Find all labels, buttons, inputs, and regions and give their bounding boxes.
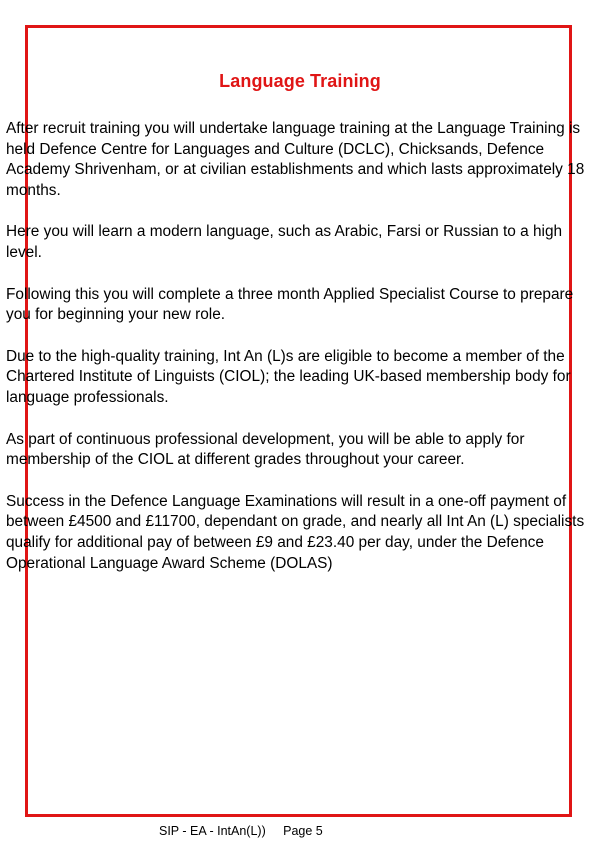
footer-page-number: Page 5 — [283, 824, 323, 838]
paragraph-ciol-membership: Due to the high-quality training, Int An (L)s are eligible to become a member of the Chartered Institute of Linguists (CIOL); the leading UK-based membership body for language professionals. — [6, 347, 571, 406]
page-title: Language Training — [219, 71, 381, 91]
paragraph-language-pay: Success in the Defence Language Examinations will result in a one-off payment of between £4500 and £11700, dependant on grade, and nearly all Int An (L) specialists qualify for additional pay of between £9 and £23.40 per day, under the Defence Operational Language Award Scheme (DOLAS) — [6, 492, 585, 572]
paragraph-professional-development: As part of continuous professional development, you will be able to apply for membership of the CIOL at different grades throughout your career. — [6, 430, 525, 469]
page-footer — [159, 824, 323, 838]
paragraph-modern-language: Here you will learn a modern language, such as Arabic, Farsi or Russian to a high level. — [6, 223, 563, 261]
paragraph-specialist-course: Following this you will complete a three month Applied Specialist Course to prepare you for beginning your new role. — [6, 285, 574, 324]
body-content — [6, 119, 592, 595]
footer-doc-ref: SIP - EA - IntAn(L)) — [159, 824, 266, 838]
paragraph-recruit-training: After recruit training you will undertake language training at the Language Training is held Defence Centre for Languages and Culture (DCLC), Chicksands, Defence Academy Shrivenham, or at civilian establishments and which lasts approximately 18 months. — [6, 120, 585, 199]
